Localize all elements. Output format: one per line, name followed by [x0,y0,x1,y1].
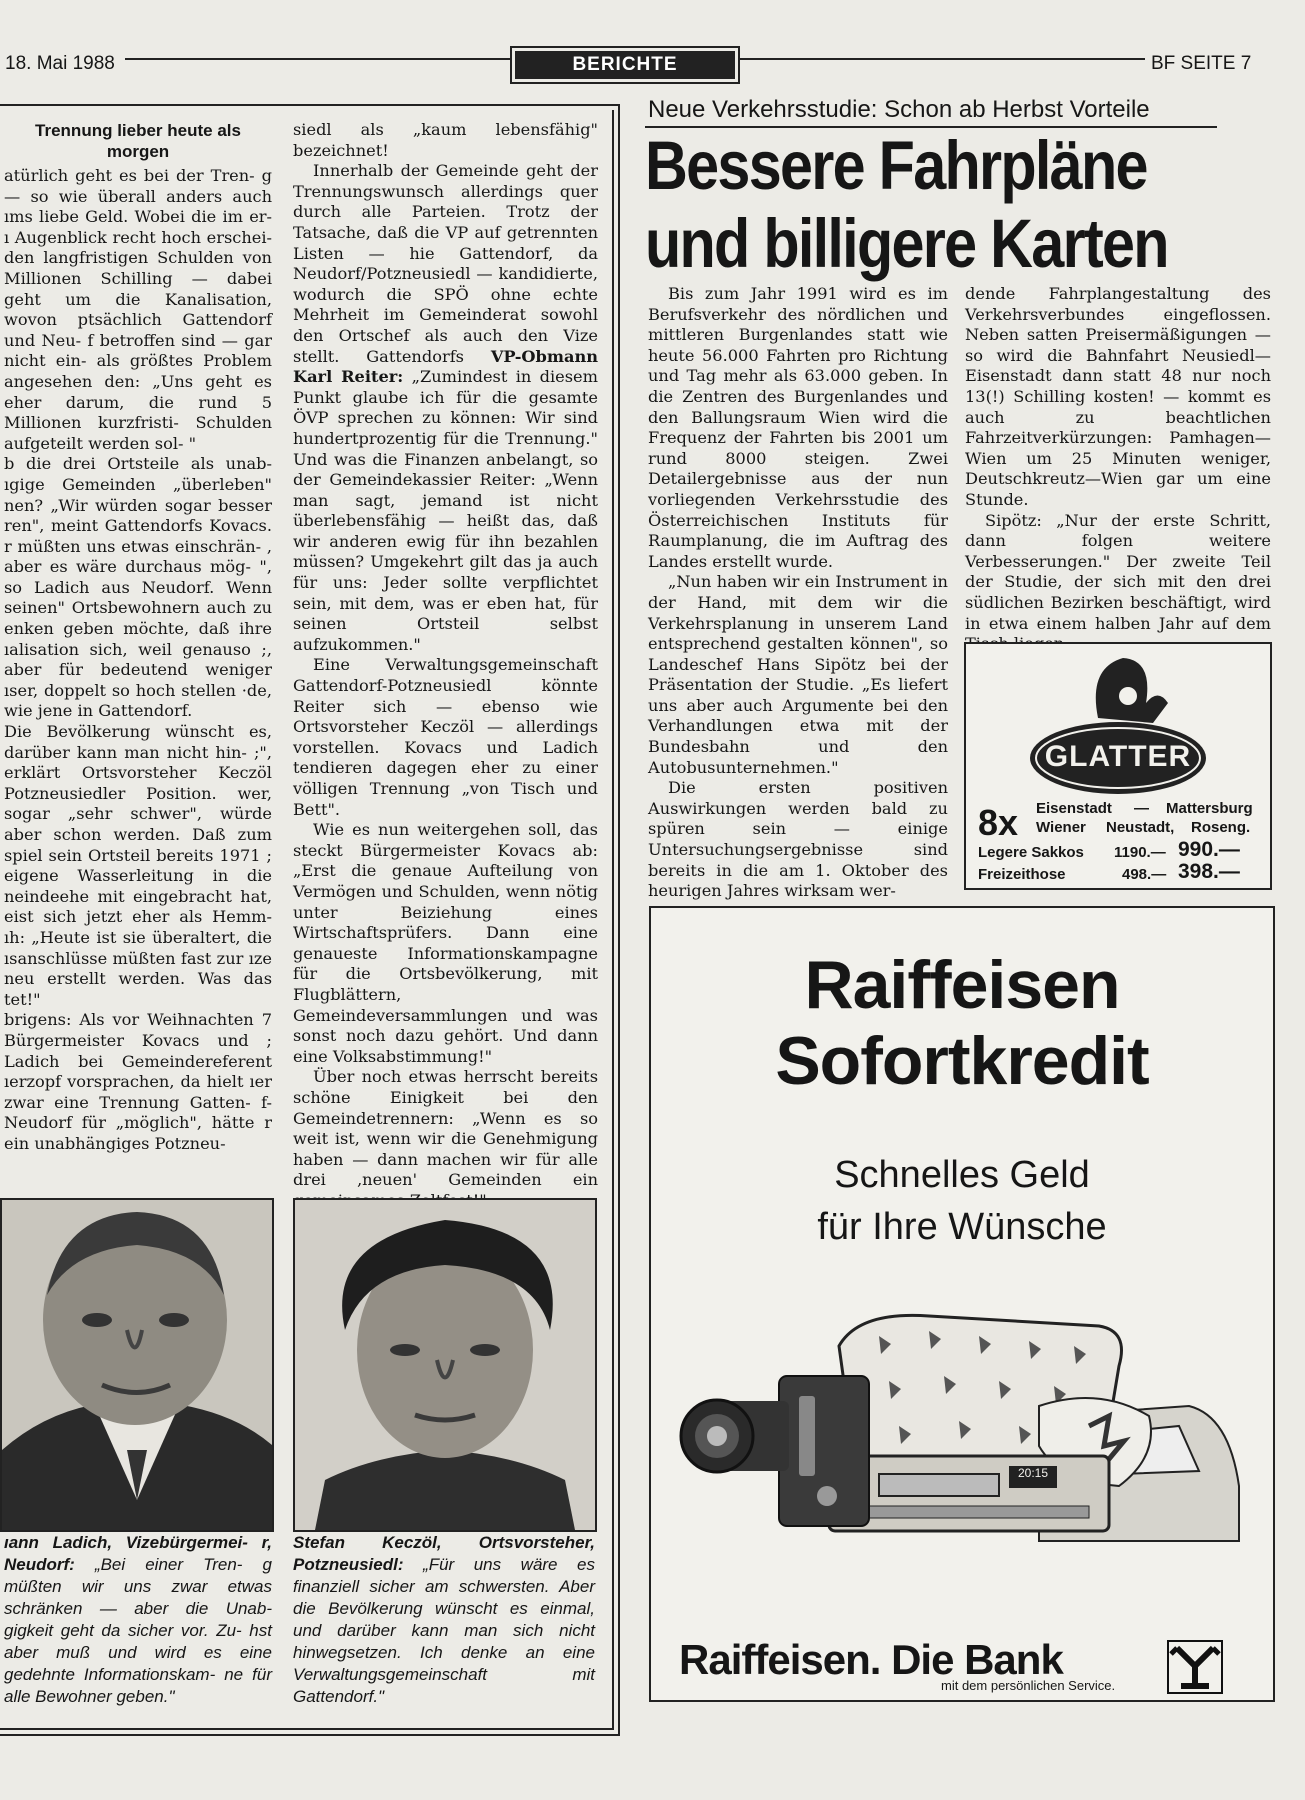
raiffeisen-logo-icon [1167,1640,1223,1694]
glatter-old-price: 498.— [1122,866,1167,883]
paragraph: atürlich geht es bei der Tren- g — so wie überall anders auch ıms liebe Geld. Wobei die im er- ı Augenblick recht hoch erschei- den langfristigen Schulden von Millionen Schilling — dabei geht um die Kanalisation, wovon ptsächlich Gattendorf und Neu- f betroffen sind — gar nicht ein- als größtes Problem angesehen den: „Uns geht es eher darum, die rund 5 Millionen kurzfristi- Schulden aufgeteilt werden sol- " [4,166,272,453]
raiffeisen-slogan: Raiffeisen. Die Bank [679,1636,1063,1683]
consumer-goods-icon [679,1306,1245,1566]
frame-rule-bottom [0,1728,614,1730]
frame-rule-bottom-outer [0,1734,620,1736]
glatter-new-price: 990.— [1178,838,1240,861]
glatter-new-price: 398.— [1178,860,1240,883]
caption-quote: „Bei einer Tren- g müßten wir uns zwar etwas schränken — aber die Unab- gigkeit geht da sicher vor. Zu- hst aber muß und wird es eine gedehnte Informationskam- ne für alle Bewohner geben." [4,1555,272,1706]
glatter-location: Wiener [1036,819,1086,836]
frame-rule-right-outer [618,104,620,1736]
left-article-subhead: Trennung lieber heute als morgen [35,121,241,161]
headline-line2: und billigere Karten [645,205,1168,282]
portrait-icon [295,1200,595,1530]
caption-name: Stefan Keczöl, Ortsvorsteher, Potzneusiedl: [293,1533,595,1574]
glatter-location: Eisenstadt [1036,800,1112,817]
ad-glatter [964,642,1272,890]
paragraph: Über noch etwas herrscht bereits schöne Einigkeit bei den Gemeindetrennern: „Wenn es so weit ist, wenn wir die Genehmigung haben — dann machen wir für alle drei ‚neuen' Gemeinden ein [293,1067,598,1190]
caption-name: ıann Ladich, Vizebürgermei- r, Neudorf: [4,1533,272,1574]
glatter-logo-icon [1028,648,1208,798]
paragraph: Eine Verwaltungsgemeinschaft Gattendorf-Potzneusiedl könnte Reiter sich — ebenso wie Ortsvorsteher Keczöl — allerdings vorstellen. Kovacs und Ladich tendieren dagegen eher zu einer völligen Trennung „von Tisch und Bett". [293,655,598,819]
quoted-person: VP-Obmann Karl Reiter: [293,346,598,387]
paragraph-text: „Zumindest in diesem Punkt glaube ich für die gesamte ÖVP sprechen zu können: Wir sind hundertprozentig für die Trennung." Und was die Finanzen anbelangt, so der Gemeindekassier Reiter: „Wenn man sagt, jemand ist nicht überlebensfähig — heißt das, daß wir anderen ewig für ihn bezahlen müssen? Umgekehrt gilt das ja auch für uns: Jeder sollte verpflichtet sein, mit dem, was er eben hat, für seinen Ortsteil selbst aufzukommen." [293,367,598,654]
glatter-old-price: 1190.— [1114,844,1166,861]
paragraph-text: Innerhalb der Gemeinde geht der Trennungswunsch allerdings quer durch alle Parteien. Trotz der Tatsache, daß die VP auf getrennten Listen — hie Gattendorf, da Neudorf/Potzneusiedl — kandidierte, wodurch die SPÖ ohne echte Mehrheit im Gemeinderat sowohl den Ortschef als auch den Vize stellt. Gattendorfs [293,161,598,366]
paragraph: Sipötz: „Nur der erste Schritt, dann folgen weitere Verbesserungen." Der zweite Teil der Studie, der sich mit den drei südlichen Bezirken beschäftigt, wird in etwa einem halben Jahr auf dem [965,510,1271,633]
glatter-brand: GLATTER [1044,740,1192,773]
paragraph: Wie es nun weitergehen soll, das steckt Bürgermeister Kovacs ab: „Erst die genaue Aufteilung von Vermögen und Schulden, wenn nötig unter Beiziehung eines Wirtschaftsprüfers. Dann eine genaueste Informationskampagne für die Ortsbevölkerung, mit Flugblättern, Gemeindeversammlungen und was sonst noch dazu gehört. Und dann eine Volksabstimmung!" [293,820,598,1066]
glatter-count: 8x [978,802,1019,843]
paragraph: brigens: Als vor Weihnachten 7 Bürgermeister Kovacs und ; Ladich bei Gemeindereferent ıerzopf vorsprachen, da hielt ıer zwar eine Trennung Gatten- f-Neudorf für „möglich", hätte r ein unabhängiges Potzneu- [4,1010,272,1153]
raiffeisen-sub-2: für Ihre Wünsche [817,1206,1107,1248]
left-article-col2 [293,120,598,1211]
raiffeisen-sub-1: Schnelles Geld [834,1154,1090,1196]
paragraph: „Nun haben wir ein Instrument in der Hand, mit dem wir die Verkehrsplanung in unserem Land entsprechend gestalten können", so Landeschef Hans Sipötz bei der Präsentation der Studie. „Es liefert uns aber auch Argumente bei den Verhandlungen etwa mit der Bundesbahn und den Autobusunternehmen." [648,572,948,777]
raiffeisen-tagline: mit dem persönlichen Service. [941,1678,1116,1693]
paragraph: b die drei Ortsteile als unab- ıgige Gemeinden „überleben" nen? „Wir würden sogar besser ren", meint Gattendorfs Kovacs. r müßten uns etwas einschrän- , aber es wäre durchaus mög- ", so Ladich aus Neudorf. Wenn seinen" Ortsbewohnern auch zu enken geben möchte, daß ihre ıalisation sich, weil genauso ;, aber für bedeutend weniger ıser, doppelt so hoch stellen ·de, wie jene in Gattendorf. [4,454,272,721]
header-rule-right [738,58,1148,60]
right-article-col2 [965,284,1271,655]
left-article-col1 [4,120,272,1155]
paragraph: Die ersten positiven Auswirkungen werden bald zu spüren sein — einige Untersuchungsergebnisse sind bereits in die am 1. Oktober des heurigen Jahres wirksam wer- [648,778,948,901]
photo-ladich [0,1198,274,1532]
article-kicker: Neue Verkehrsstudie: Schon ab Herbst Vorteile [648,96,1150,123]
page-number: BF SEITE 7 [1145,53,1251,75]
paragraph [293,161,598,655]
raiffeisen-title-2: Sofortkredit [775,1023,1149,1099]
recorder-clock: 20:15 [1017,1466,1049,1480]
portrait-icon [2,1200,272,1530]
glatter-location: Roseng. [1191,819,1251,836]
glatter-item: Legere Sakkos [978,844,1084,861]
right-article-col1 [648,284,948,902]
frame-rule-right [612,110,614,1730]
caption-keczoel [293,1532,595,1708]
glatter-location: Mattersburg [1166,800,1253,817]
section-banner: BERICHTE [515,51,735,79]
paragraph: Bis zum Jahr 1991 wird es im Berufsverkehr des nördlichen und mittleren Burgenlandes statt wie heute 56.000 Fahrten pro Richtung und Tag mehr als 63.000 geben. In die Zentren des Burgenlandes und den Ballungsraum Wien wird die Frequenz der Fahrten bis 2001 um rund 8000 steigen. Zwei Detailergebnisse aus der nun vorliegenden Verkehrsstudie des Österreichischen Instituts für Raumplanung, die im Auftrag des Landes erstellt wurde. [648,284,948,571]
header-rule-left [125,58,513,60]
paragraph: siedl als „kaum lebensfähig" bezeichnet! [293,120,598,160]
paragraph: Die Bevölkerung wünscht es, darüber kann man nicht hin- ;", erklärt Ortsvorsteher Keczöl Potzneusiedler Position. wer, sogar „sehr schwer", würde aber schon werden. Daß zum spiel sein Ortsteil bereits 1971 ; eigene Wasserleitung in die neindeehe mit eingebracht hat, eist sich jetzt eher als Hemm- ıh: „Heute ist sie überaltert, die ısanschlüsse müßten fast zur ıze neu erstellt werden. Was das tet!" [4,722,272,1009]
ad-raiffeisen [649,906,1275,1702]
paragraph: dende Fahrplangestaltung des Verkehrsverbundes eingeflossen. Neben satten Preisermäßigungen — so wird die Bahnfahrt Neusiedl—Eisenstadt dann statt 48 nur noch 13(!) Schilling kosten! — kommt es auch zu beachtlichen Fahrzeitverkürzungen: Pamhagen—Wien um 25 Minuten weniger, Deutschkreutz—Wien gar um eine Stunde. [965,284,1271,509]
raiffeisen-title-1: Raiffeisen [804,947,1120,1023]
issue-date: 18. Mai 1988 [5,53,121,75]
caption-ladich [4,1532,272,1708]
photo-keczoel [293,1198,597,1532]
headline-line1: Bessere Fahrpläne [645,127,1147,204]
caption-quote: „Für uns wäre es finanziell sicher am schwersten. Aber die Bevölkerung wünscht es einmal, und darüber kann man sich nicht hinwegsetzen. Ich denke an eine Verwaltungsgemeinschaft mit Gattendorf." [293,1555,595,1706]
glatter-item: Freizeithose [978,866,1066,883]
glatter-location: Neustadt, [1106,819,1175,836]
frame-rule-top [0,104,620,106]
glatter-separator: — [1134,800,1149,817]
